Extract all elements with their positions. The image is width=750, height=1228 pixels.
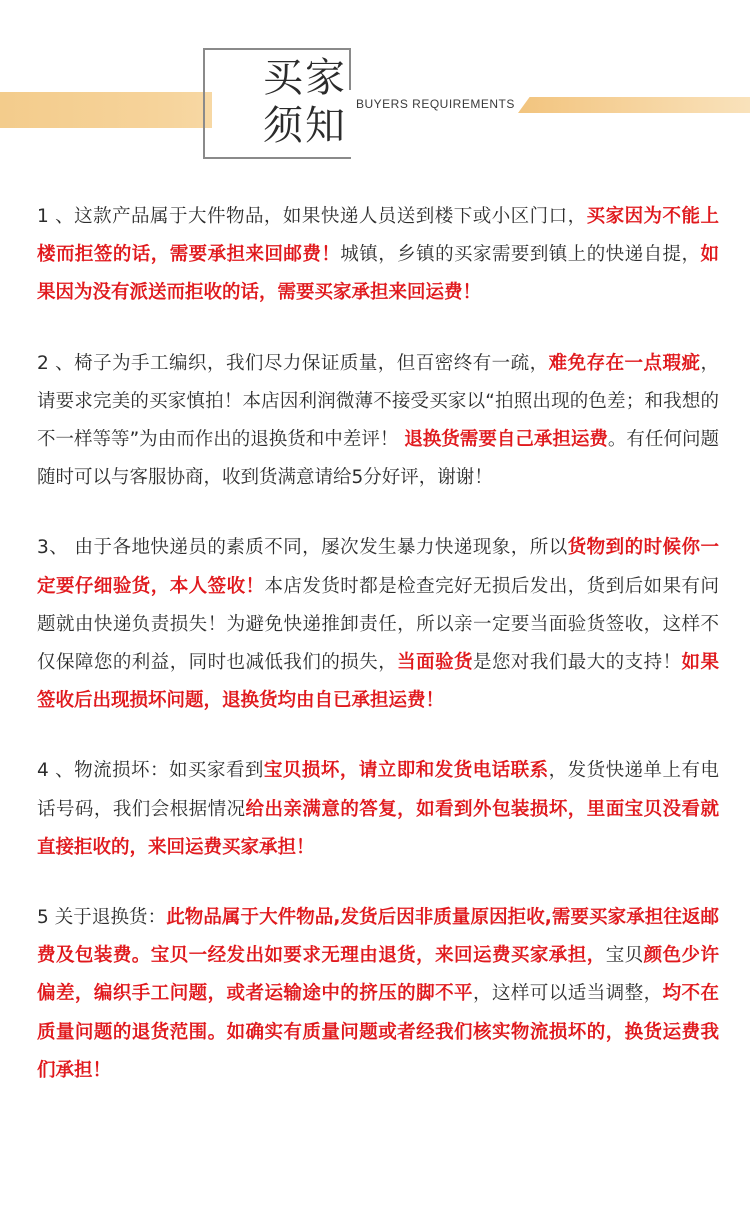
text-segment: 。有任何问题随时可以与客服协商，收到货满意请给5分好评，谢谢！: [37, 429, 719, 489]
highlight-segment: 宝贝损坏，请立即和发货电话联系: [263, 760, 549, 782]
header-accent-bar-right: [518, 97, 750, 113]
page-title-line-2: 须知: [263, 103, 347, 149]
notice-paragraph-5: [37, 899, 719, 1090]
text-segment: 2 、椅子为手工编织，我们尽力保证质量，但百密终有一疏，: [37, 352, 549, 374]
text-segment: 城镇，乡镇的买家需要到镇上的快递自提，: [340, 244, 701, 266]
highlight-segment: 颜色少许偏差，编织手工问题，或者运输途中的挤压的脚不平: [37, 945, 719, 1005]
text-segment: ，发货快递单上有电话号码，我们会根据情况: [37, 760, 719, 820]
notice-content: [37, 198, 719, 1090]
text-segment: 1 、这款产品属于大件物品，如果快递人员送到楼下或小区门口，: [37, 206, 587, 227]
page-title-line-1: 买家: [263, 55, 347, 101]
highlight-segment: 难免存在一点瑕疵: [548, 352, 701, 374]
highlight-segment: 买家因为不能上楼而拒签的话，需要承担来回邮费！: [37, 206, 719, 266]
highlight-segment: 如果因为没有派送而拒收的话，需要买家承担来回运费！: [37, 244, 719, 304]
text-segment: 宝贝: [605, 945, 644, 967]
text-segment: ，这样可以适当调整，: [473, 983, 663, 1005]
highlight-segment: 此物品属于大件物品,发货后因非质量原因拒收,需要买家承担往返邮费及包装费。宝贝一经发出如要求无理由退货，来回运费买家承担，: [37, 907, 720, 967]
text-segment: 5 关于退换货：: [37, 907, 167, 929]
highlight-segment: 给出亲满意的答复，如看到外包装损坏，里面宝贝没看就直接拒收的，来回运费买家承担！: [37, 798, 719, 858]
text-segment: ，请要求完美的买家慎拍！本店因利润微薄不接受买家以“拍照出现的色差；和我想的不一样等等”为由而作出的退换货和中差评！: [37, 352, 719, 451]
title-frame-cap: [349, 48, 351, 90]
text-segment: 是您对我们最大的支持！: [472, 652, 682, 674]
notice-paragraph-4: [37, 752, 719, 867]
highlight-segment: 当面验货: [397, 652, 473, 674]
text-segment: 3、 由于各地快递员的素质不同，屡次发生暴力快递现象，所以: [37, 537, 568, 559]
highlight-segment: 均不在质量问题的退货范围。如确实有质量问题或者经我们核实物流损坏的，换货运费我们承担！: [37, 983, 719, 1081]
notice-paragraph-3: [37, 529, 719, 720]
highlight-segment: 退换货需要自己承担运费: [404, 429, 608, 451]
highlight-segment: 如果签收后出现损坏问题，退换货均由自已承担运费！: [37, 652, 719, 712]
page-subtitle: BUYERS REQUIREMENTS: [356, 96, 519, 112]
highlight-segment: 货物到的时候你一定要仔细验货，本人签收！: [37, 537, 719, 597]
notice-paragraph-2: [37, 345, 719, 498]
text-segment: 4 、物流损坏：如买家看到: [37, 760, 264, 782]
text-segment: 本店发货时都是检查完好无损后发出，货到后如果有问题就由快递负责损失！为避免快递推卸责任，所以亲一定要当面验货签收，这样不仅保障您的利益，同时也减低我们的损失，: [37, 575, 719, 674]
notice-paragraph-1: [37, 198, 719, 313]
